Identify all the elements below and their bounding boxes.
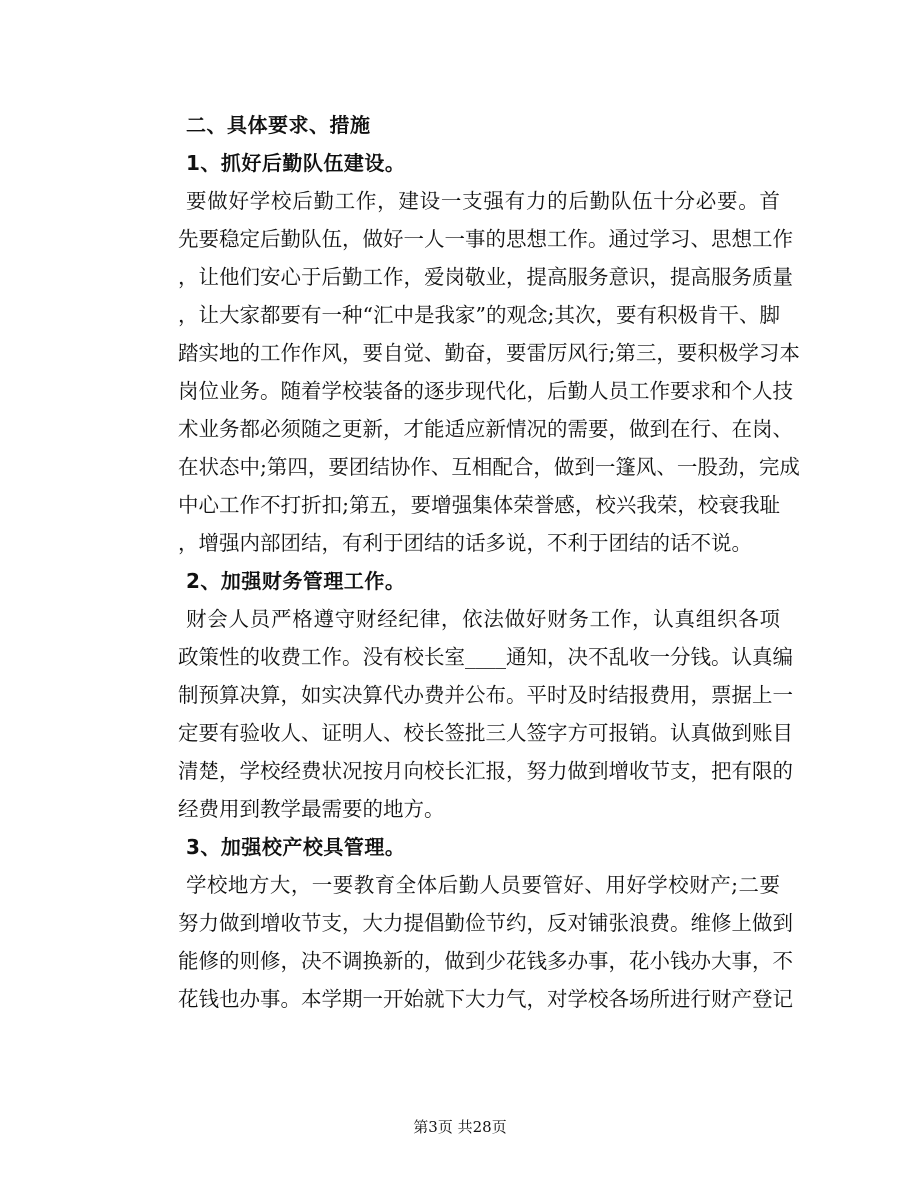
paragraph-line: 能修的则修，决不调换新的，做到少花钱多办事，花小钱办大事，不 (178, 949, 793, 973)
paragraph-line: ，让他们安心于后勤工作，爱岗敬业，提高服务意识，提高服务质量 (178, 265, 793, 289)
document-body (178, 106, 800, 1018)
paragraph-line: 清楚，学校经费状况按月向校长汇报，努力做到增收节支，把有限的 (178, 759, 793, 783)
item-1-paragraph (178, 182, 800, 562)
section-title: 二、具体要求、措施 (186, 113, 371, 137)
paragraph-line: 中心工作不打折扣;第五，要增强集体荣誉感，校兴我荣，校衰我耻 (178, 493, 780, 517)
paragraph-line: 制预算决算，如实决算代办费并公布。平时及时结报费用，票据上一 (178, 683, 793, 707)
paragraph-line: 努力做到增收节支，大力提倡勤俭节约，反对铺张浪费。维修上做到 (178, 911, 793, 935)
page-footer: 第3页 共28页 (413, 1118, 507, 1136)
item-3-heading: 3、加强校产校具管理。 (186, 835, 406, 859)
paragraph-line: 踏实地的工作作风，要自觉、勤奋，要雷厉风行;第三，要积极学习本 (178, 341, 800, 365)
paragraph-line: 政策性的收费工作。没有校长室____通知，决不乱收一分钱。认真编 (178, 645, 793, 669)
paragraph-line: 经费用到教学最需要的地方。 (178, 797, 445, 821)
item-2-heading: 2、加强财务管理工作。 (186, 569, 406, 593)
item-3-paragraph (178, 866, 793, 1018)
item-2-paragraph (178, 600, 793, 828)
paragraph-line: 学校地方大，一要教育全体后勤人员要管好、用好学校财产;二要 (186, 873, 780, 897)
paragraph-line: 要做好学校后勤工作，建设一支强有力的后勤队伍十分必要。首 (186, 189, 780, 213)
item-1-heading: 1、抓好后勤队伍建设。 (186, 151, 406, 175)
paragraph-line: 先要稳定后勤队伍，做好一人一事的思想工作。通过学习、思想工作 (178, 227, 793, 251)
paragraph-line: ，增强内部团结，有利于团结的话多说，不利于团结的话不说。 (178, 531, 752, 555)
paragraph-line: 在状态中;第四，要团结协作、互相配合，做到一篷风、一股劲，完成 (178, 455, 800, 479)
paragraph-line: 术业务都必须随之更新，才能适应新情况的需要，做到在行、在岗、 (178, 417, 793, 441)
paragraph-line: ，让大家都要有一种“汇中是我家”的观念;其次，要有积极肯干、脚 (178, 303, 780, 327)
paragraph-line: 财会人员严格遵守财经纪律，依法做好财务工作，认真组织各项 (186, 607, 780, 631)
paragraph-line: 岗位业务。随着学校装备的逐步现代化，后勤人员工作要求和个人技 (178, 379, 793, 403)
paragraph-line: 花钱也办事。本学期一开始就下大力气，对学校各场所进行财产登记 (178, 987, 793, 1011)
paragraph-line: 定要有验收人、证明人、校长签批三人签字方可报销。认真做到账目 (178, 721, 793, 745)
